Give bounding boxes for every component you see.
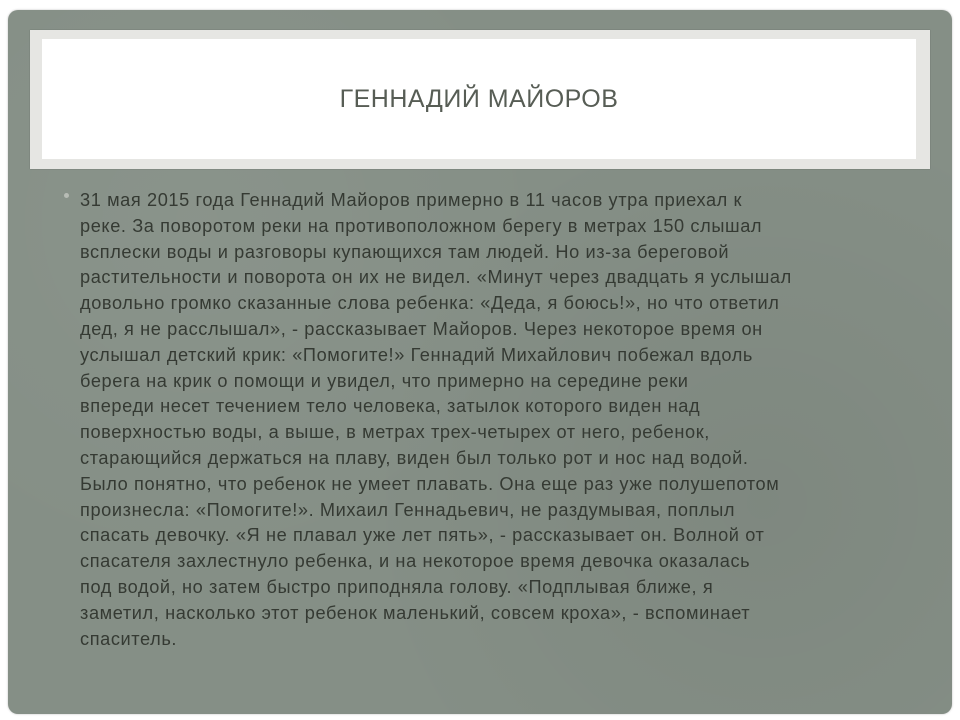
title-card: [42, 39, 916, 159]
bullet-item: [60, 188, 918, 652]
body-paragraph: 31 мая 2015 года Геннадий Майоров примерно в 11 часов утра приехал к реке. За поворотом реки на противоположном берегу в метрах 150 слышал всплески воды и разговоры купающихся там людей. Но из-за береговой растительности и поворота он их не видел. «Минут через двадцать я услышал довольно громко сказанные слова ребенка: «Деда, я боюсь!», но что ответил дед, я не расслышал», - рассказывает Майоров. Через некоторое время он услышал детский крик: «Помогите!» Геннадий Михайлович побежал вдоль берега на крик о помощи и увидел, что примерно на середине реки впереди несет течением тело человека, затылок которого виден над поверхностью воды, а выше, в метрах трех-четырех от него, ребенок, старающийся держаться на плаву, виден был только рот и нос над водой. Было понятно, что ребенок не умеет плавать. Она еще раз уже полушепотом произнесла: «Помогите!». Михаил Геннадьевич, не раздумывая, поплыл спасать девочку. «Я не плавал уже лет пять», - рассказывает он. Волной от спасателя захлестнуло ребенка, и на некоторое время девочка оказалась под водой, но затем быстро приподняла голову. «Подплывая ближе, я заметил, насколько этот ребенок маленький, совсем кроха», - вспоминает спаситель.: [80, 190, 792, 649]
bullet-icon: [64, 193, 69, 198]
slide: [8, 10, 952, 714]
content-area: [60, 188, 918, 688]
title-panel: [30, 30, 930, 169]
slide-title: ГЕННАДИЙ МАЙОРОВ: [339, 84, 619, 113]
